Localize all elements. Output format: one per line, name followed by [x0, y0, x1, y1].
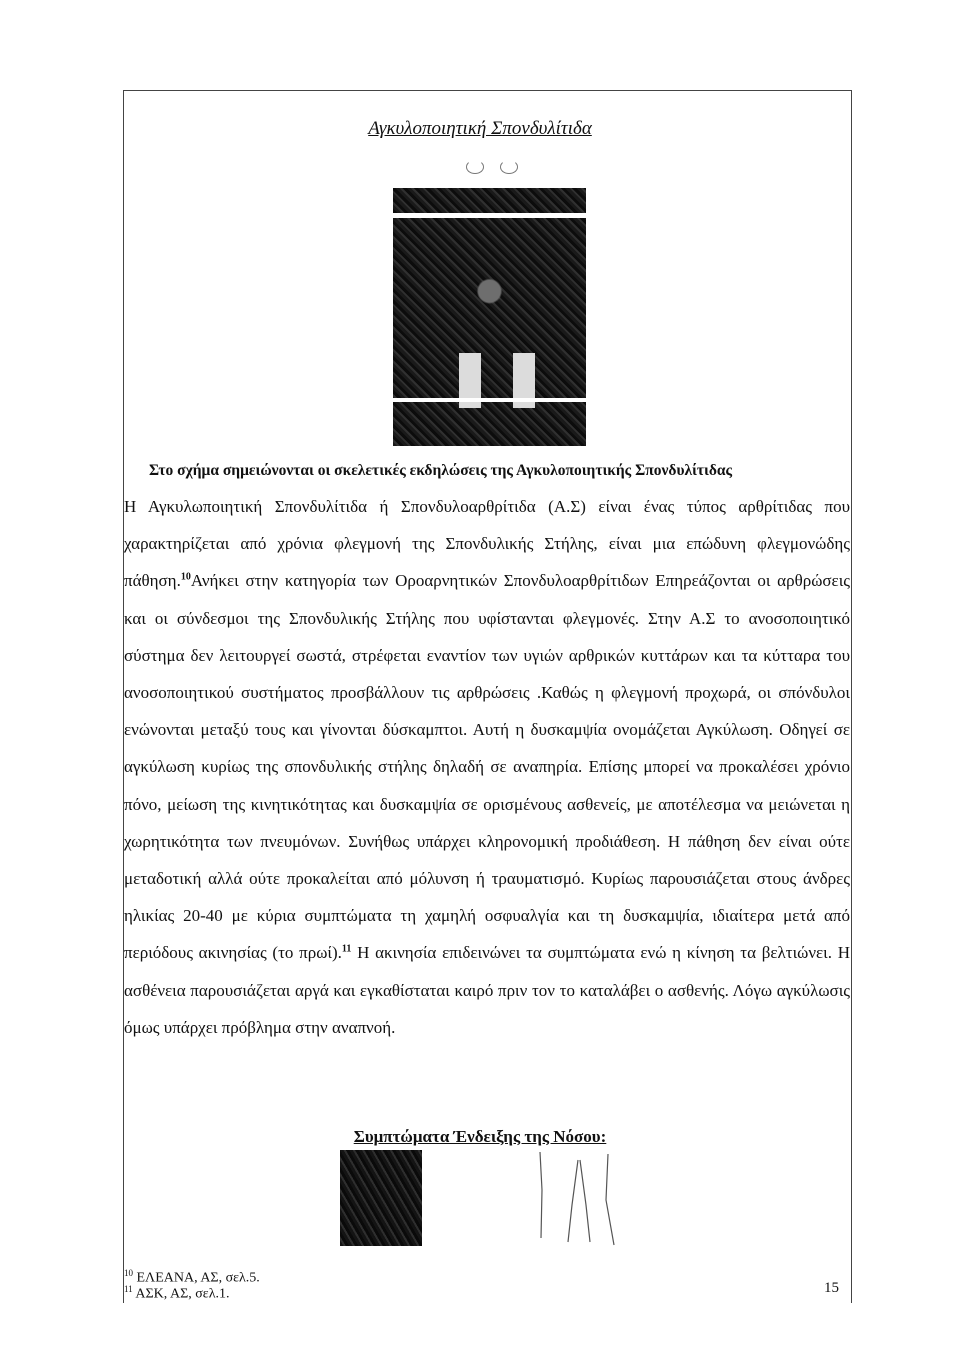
- page-number: 15: [824, 1280, 839, 1296]
- footnote-1-text: ΕΛΕΑΝΑ, ΑΣ, σελ.5.: [136, 1270, 260, 1286]
- figure-caption: Στο σχήμα σημειώνονται οι σκελετικές εκδηλώσεις της Αγκυλοποιητικής Σπονδυλίτιδας: [149, 462, 733, 479]
- body-outline-icon: [528, 1150, 628, 1250]
- body-paragraph-2: Ανήκει στην κατηγορία των Οροαρνητικών Σπονδυλοαρθρίτιδων Επηρεάζονται οι αρθρώσεις και οι σύνδεσμοι της Σπονδυλικής Στήλης που υφίστανται φλεγμονές. Στην Α.Σ το ανοσοποιητικό σύστημα δεν λειτουργεί σωστά, στρέφεται εναντίον των υγιών αρθρικών κυττάρων και τα κύτταρα του ανοσοποιητικού συστήματος προσβάλλουν τις αρθρώσεις .Καθώς η φλεγμονή προχωρά, οι σπόνδυλοι ενώνονται μεταξύ τους και γίνονται δύσκαμπτοι. Αυτή η δυσκαμψία ονομάζεται Αγκύλωση. Οδηγεί σε αγκύλωση κυρίως της σπονδυλικής στήλης δηλαδή σε αναπηρία. Επίσης μπορεί να προκαλέσει χρόνιο πόνο, μείωση της κινητικότητας και δυσκαμψία σε ορισμένους ασθενείς, με αποτέλεσμα να μειώνεται η χωρητικότητα των πνευμόνων. Συνήθως υπάρχει κληρονομική προδιάθεση. Η πάθηση δεν είναι ούτε μεταδοτική αλλά ούτε προκαλείται από μόλυνση ή τραυματισμό. Κυρίως παρουσιάζεται στους άνδρες ηλικίας 20-40 με κύρια συμπτώματα τη χαμηλή οσφυαλγία και τη δυσκαμψία, ιδιαίτερα μετά από περιόδους ακινησίας (το πρωί).: [124, 571, 850, 963]
- section-title: Συμπτώματα Ένδειξης της Νόσου:: [353, 1127, 607, 1146]
- footnote-2-text: ΑΣΚ, ΑΣ, σελ.1.: [135, 1286, 230, 1302]
- body-paragraph-3: Η ακινησία επιδεινώνει τα συμπτώματα ενώ η κίνηση τα βελτιώνει. Η ασθένεια παρουσιάζεται αργά και εγκαθίσταται καιρό πριν τον το καταλάβει ο ασθενής. Λόγω αγκύλωσις όμως υπάρχει πρόβλημα στην αναπνοή.: [124, 943, 850, 1037]
- skeleton-figure-image: [393, 188, 586, 446]
- figure-head-mark-right: [500, 160, 518, 174]
- footnote-2: [124, 1284, 229, 1303]
- figure-divider-bottom: [393, 398, 586, 402]
- symptoms-figure-image: [340, 1150, 422, 1246]
- figure-divider-top: [393, 213, 586, 218]
- page-title: Αγκυλοποιητική Σπονδυλίτιδα: [368, 118, 592, 139]
- skeleton-figure-photo: [393, 188, 586, 446]
- body-text: [124, 488, 850, 1046]
- footnote-ref-2[interactable]: 11: [341, 943, 352, 955]
- footnote-2-mark: 11: [124, 1284, 133, 1294]
- footnote-ref-1[interactable]: 10: [180, 571, 191, 583]
- body-paragraph-1: Η Αγκυλωποιητική Σπονδυλίτιδα ή Σπονδυλοαρθρίτιδα (Α.Σ) είναι ένας τύπος αρθρίτιδας που χαρακτηρίζεται από χρόνια φλεγμονή της Σπονδυλικής Στήλης, είναι μια επώδυνη φλεγμονώδης πάθηση.: [124, 497, 850, 591]
- symptoms-outline-figure: [528, 1150, 628, 1250]
- footnote-1-mark: 10: [124, 1268, 133, 1278]
- figure-head-mark-left: [466, 160, 484, 174]
